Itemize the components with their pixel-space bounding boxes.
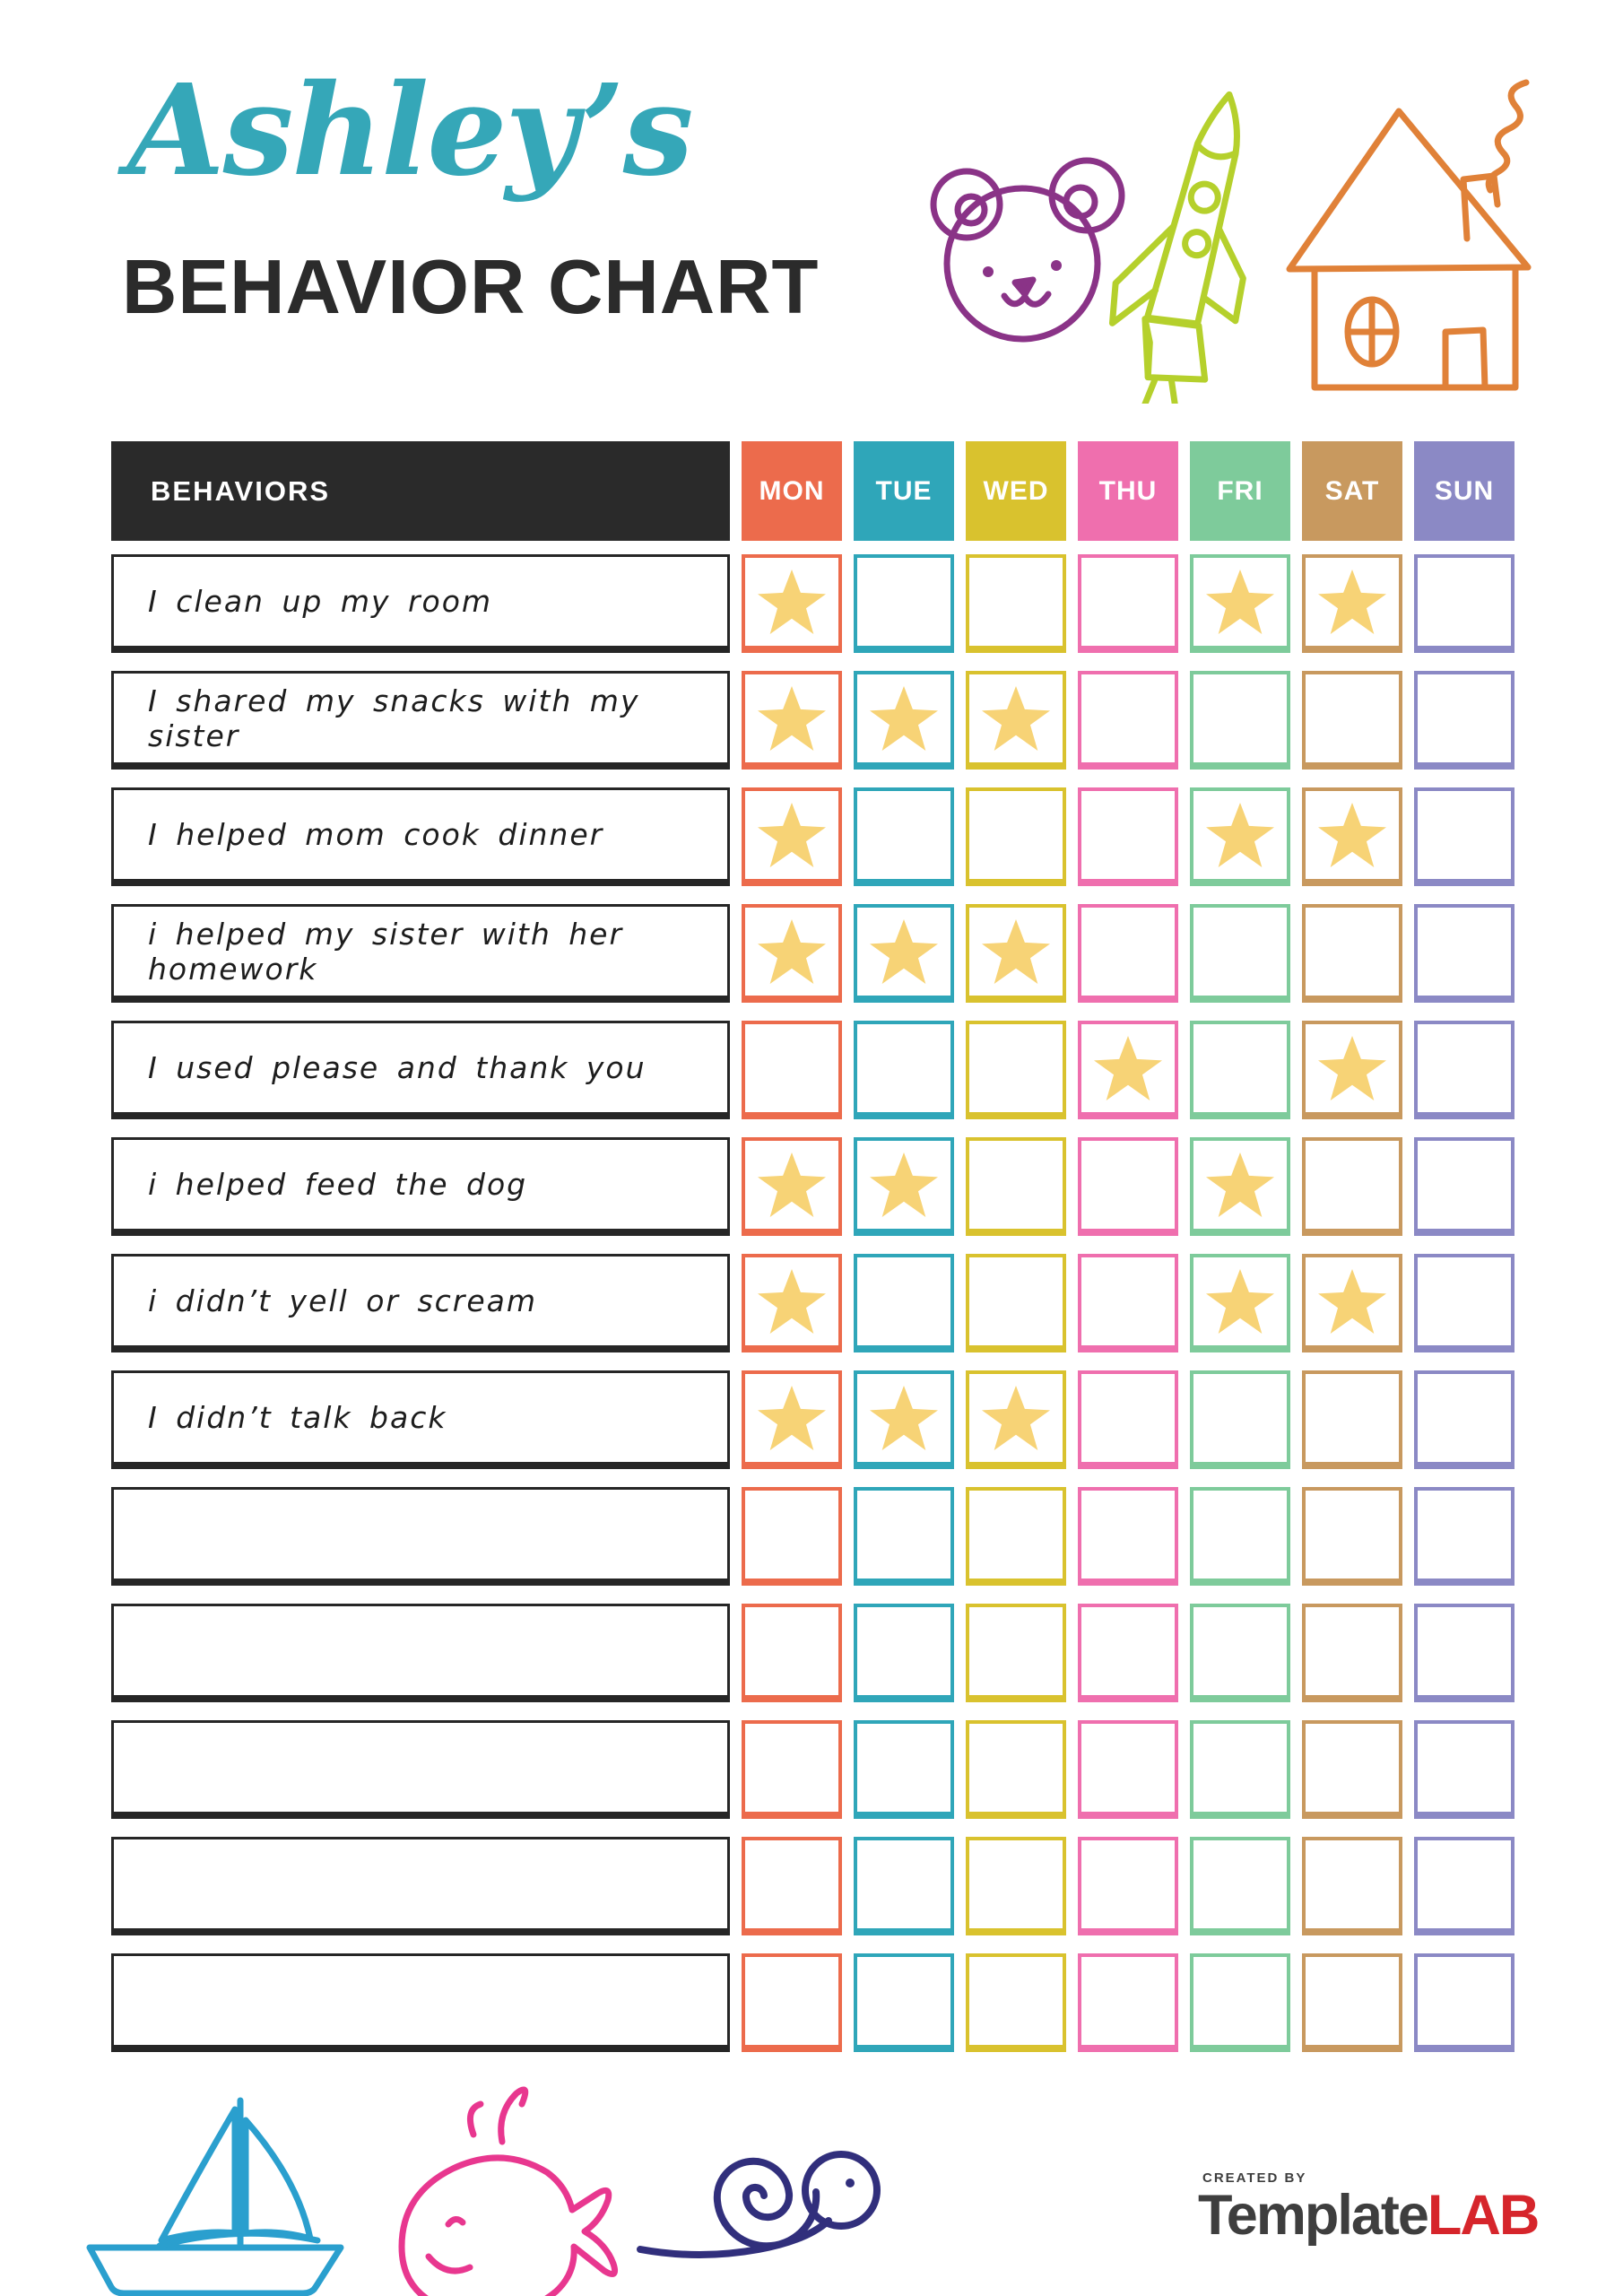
star-icon	[758, 1152, 826, 1217]
cell-r9-sat[interactable]	[1302, 1487, 1402, 1586]
day-header-mon: MON	[742, 441, 842, 541]
cell-r11-sun[interactable]	[1414, 1720, 1515, 1819]
behavior-text: I used please and thank you	[148, 1050, 647, 1085]
behavior-label-row7	[111, 1254, 730, 1352]
cell-r8-tue[interactable]	[854, 1370, 954, 1469]
bear-icon	[933, 161, 1122, 339]
cell-r12-sun[interactable]	[1414, 1837, 1515, 1935]
cell-r3-sun[interactable]	[1414, 787, 1515, 886]
star-icon	[758, 686, 826, 751]
cell-r13-sun[interactable]	[1414, 1953, 1515, 2052]
page-title: BEHAVIOR CHART	[122, 245, 820, 330]
cell-r8-fri[interactable]	[1190, 1370, 1290, 1469]
behavior-label-row10	[111, 1604, 730, 1702]
sailboat-icon	[90, 2100, 341, 2293]
snail-icon	[640, 2154, 877, 2255]
cell-r5-fri[interactable]	[1190, 1021, 1290, 1119]
cell-r8-wed[interactable]	[966, 1370, 1066, 1469]
cell-r1-sun[interactable]	[1414, 554, 1515, 653]
star-icon	[870, 919, 938, 984]
behavior-text: i helped feed the dog	[148, 1167, 528, 1202]
cell-r7-fri[interactable]	[1190, 1254, 1290, 1352]
cell-r12-thu[interactable]	[1078, 1837, 1178, 1935]
created-by-label: CREATED BY	[1202, 2170, 1307, 2186]
cell-r10-sun[interactable]	[1414, 1604, 1515, 1702]
cell-r10-tue[interactable]	[854, 1604, 954, 1702]
cell-r11-sat[interactable]	[1302, 1720, 1402, 1819]
cell-r1-wed[interactable]	[966, 554, 1066, 653]
chart-body	[111, 554, 1515, 2052]
cell-r2-wed[interactable]	[966, 671, 1066, 770]
star-icon	[1206, 803, 1274, 867]
behavior-text: I clean up my room	[148, 584, 493, 619]
cell-r13-thu[interactable]	[1078, 1953, 1178, 2052]
brand-red: LAB	[1427, 2184, 1539, 2247]
star-icon	[870, 1152, 938, 1217]
cell-r10-mon[interactable]	[742, 1604, 842, 1702]
cell-r12-mon[interactable]	[742, 1837, 842, 1935]
cell-r2-tue[interactable]	[854, 671, 954, 770]
cell-r12-tue[interactable]	[854, 1837, 954, 1935]
cell-r6-tue[interactable]	[854, 1137, 954, 1236]
cell-r3-tue[interactable]	[854, 787, 954, 886]
cell-r1-fri[interactable]	[1190, 554, 1290, 653]
day-header-sat: SAT	[1302, 441, 1402, 541]
cell-r7-wed[interactable]	[966, 1254, 1066, 1352]
star-icon	[982, 686, 1050, 751]
cell-r7-thu[interactable]	[1078, 1254, 1178, 1352]
cell-r11-fri[interactable]	[1190, 1720, 1290, 1819]
cell-r11-mon[interactable]	[742, 1720, 842, 1819]
cell-r8-sun[interactable]	[1414, 1370, 1515, 1469]
cell-r10-wed[interactable]	[966, 1604, 1066, 1702]
cell-r3-sat[interactable]	[1302, 787, 1402, 886]
cell-r4-wed[interactable]	[966, 904, 1066, 1003]
cell-r6-thu[interactable]	[1078, 1137, 1178, 1236]
whale-icon	[402, 2090, 615, 2296]
cell-r8-thu[interactable]	[1078, 1370, 1178, 1469]
behaviors-column-header: BEHAVIORS	[111, 441, 730, 541]
top-doodles	[888, 63, 1587, 404]
behavior-chart	[111, 441, 1515, 2052]
chart-header-row	[111, 441, 1515, 541]
behavior-label-row13	[111, 1953, 730, 2052]
behavior-text: i helped my sister with her homework	[148, 916, 624, 987]
cell-r3-mon[interactable]	[742, 787, 842, 886]
cell-r7-sun[interactable]	[1414, 1254, 1515, 1352]
star-icon	[1318, 1036, 1386, 1100]
cell-r9-tue[interactable]	[854, 1487, 954, 1586]
cell-r4-fri[interactable]	[1190, 904, 1290, 1003]
star-icon	[758, 1269, 826, 1334]
cell-r5-thu[interactable]	[1078, 1021, 1178, 1119]
cell-r6-sat[interactable]	[1302, 1137, 1402, 1236]
star-icon	[1318, 570, 1386, 634]
cell-r4-tue[interactable]	[854, 904, 954, 1003]
rocket-icon	[1087, 79, 1292, 404]
cell-r4-mon[interactable]	[742, 904, 842, 1003]
cell-r12-wed[interactable]	[966, 1837, 1066, 1935]
cell-r4-thu[interactable]	[1078, 904, 1178, 1003]
star-icon	[870, 1386, 938, 1450]
behavior-label-row9	[111, 1487, 730, 1586]
cell-r5-wed[interactable]	[966, 1021, 1066, 1119]
cell-r5-mon[interactable]	[742, 1021, 842, 1119]
behavior-text: i didn’t yell or scream	[148, 1283, 538, 1318]
behavior-label-row4	[111, 904, 730, 1003]
star-icon	[1206, 570, 1274, 634]
cell-r6-wed[interactable]	[966, 1137, 1066, 1236]
star-icon	[1318, 1269, 1386, 1334]
cell-r1-thu[interactable]	[1078, 554, 1178, 653]
cell-r12-fri[interactable]	[1190, 1837, 1290, 1935]
star-icon	[758, 803, 826, 867]
cell-r7-mon[interactable]	[742, 1254, 842, 1352]
cell-r8-sat[interactable]	[1302, 1370, 1402, 1469]
cell-r5-tue[interactable]	[854, 1021, 954, 1119]
star-icon	[870, 686, 938, 751]
cell-r2-sat[interactable]	[1302, 671, 1402, 770]
cell-r10-fri[interactable]	[1190, 1604, 1290, 1702]
cell-r1-sat[interactable]	[1302, 554, 1402, 653]
behavior-label-row8	[111, 1370, 730, 1469]
cell-r4-sun[interactable]	[1414, 904, 1515, 1003]
star-icon	[982, 919, 1050, 984]
cell-r13-mon[interactable]	[742, 1953, 842, 2052]
star-icon	[1206, 1152, 1274, 1217]
cell-r9-sun[interactable]	[1414, 1487, 1515, 1586]
cell-r9-mon[interactable]	[742, 1487, 842, 1586]
behavior-text: I shared my snacks with my sister	[148, 683, 640, 753]
cell-r3-thu[interactable]	[1078, 787, 1178, 886]
star-icon	[1206, 1269, 1274, 1334]
cell-r11-tue[interactable]	[854, 1720, 954, 1819]
cell-r1-tue[interactable]	[854, 554, 954, 653]
cell-r3-wed[interactable]	[966, 787, 1066, 886]
star-icon	[1318, 803, 1386, 867]
cell-r11-wed[interactable]	[966, 1720, 1066, 1819]
behavior-label-row3	[111, 787, 730, 886]
house-icon	[1289, 83, 1528, 387]
cell-r10-sat[interactable]	[1302, 1604, 1402, 1702]
day-header-fri: FRI	[1190, 441, 1290, 541]
star-icon	[982, 1386, 1050, 1450]
cell-r9-thu[interactable]	[1078, 1487, 1178, 1586]
brand-name	[1198, 2184, 1539, 2247]
cell-r12-sat[interactable]	[1302, 1837, 1402, 1935]
cell-r13-tue[interactable]	[854, 1953, 954, 2052]
child-name: Ashley’s	[127, 57, 692, 204]
cell-r1-mon[interactable]	[742, 554, 842, 653]
star-icon	[758, 919, 826, 984]
cell-r2-fri[interactable]	[1190, 671, 1290, 770]
behavior-label-row1	[111, 554, 730, 653]
cell-r13-fri[interactable]	[1190, 1953, 1290, 2052]
cell-r4-sat[interactable]	[1302, 904, 1402, 1003]
behavior-label-row5	[111, 1021, 730, 1119]
cell-r7-tue[interactable]	[854, 1254, 954, 1352]
cell-r9-fri[interactable]	[1190, 1487, 1290, 1586]
behavior-text: I didn’t talk back	[148, 1400, 447, 1435]
cell-r2-mon[interactable]	[742, 671, 842, 770]
cell-r5-sat[interactable]	[1302, 1021, 1402, 1119]
cell-r8-mon[interactable]	[742, 1370, 842, 1469]
day-header-wed: WED	[966, 441, 1066, 541]
cell-r6-fri[interactable]	[1190, 1137, 1290, 1236]
brand-dark: Template	[1198, 2184, 1428, 2247]
cell-r11-thu[interactable]	[1078, 1720, 1178, 1819]
behavior-label-row6	[111, 1137, 730, 1236]
star-icon	[758, 1386, 826, 1450]
behavior-label-row11	[111, 1720, 730, 1819]
day-header-thu: THU	[1078, 441, 1178, 541]
cell-r6-sun[interactable]	[1414, 1137, 1515, 1236]
cell-r2-sun[interactable]	[1414, 671, 1515, 770]
brand-logo	[1198, 2170, 1539, 2247]
cell-r9-wed[interactable]	[966, 1487, 1066, 1586]
day-header-tue: TUE	[854, 441, 954, 541]
star-icon	[1094, 1036, 1162, 1100]
behavior-label-row2	[111, 671, 730, 770]
cell-r7-sat[interactable]	[1302, 1254, 1402, 1352]
cell-r13-sat[interactable]	[1302, 1953, 1402, 2052]
cell-r5-sun[interactable]	[1414, 1021, 1515, 1119]
behavior-label-row12	[111, 1837, 730, 1935]
cell-r2-thu[interactable]	[1078, 671, 1178, 770]
behavior-text: I helped mom cook dinner	[148, 817, 604, 852]
star-icon	[758, 570, 826, 634]
cell-r13-wed[interactable]	[966, 1953, 1066, 2052]
day-header-sun: SUN	[1414, 441, 1515, 541]
cell-r6-mon[interactable]	[742, 1137, 842, 1236]
cell-r3-fri[interactable]	[1190, 787, 1290, 886]
cell-r10-thu[interactable]	[1078, 1604, 1178, 1702]
